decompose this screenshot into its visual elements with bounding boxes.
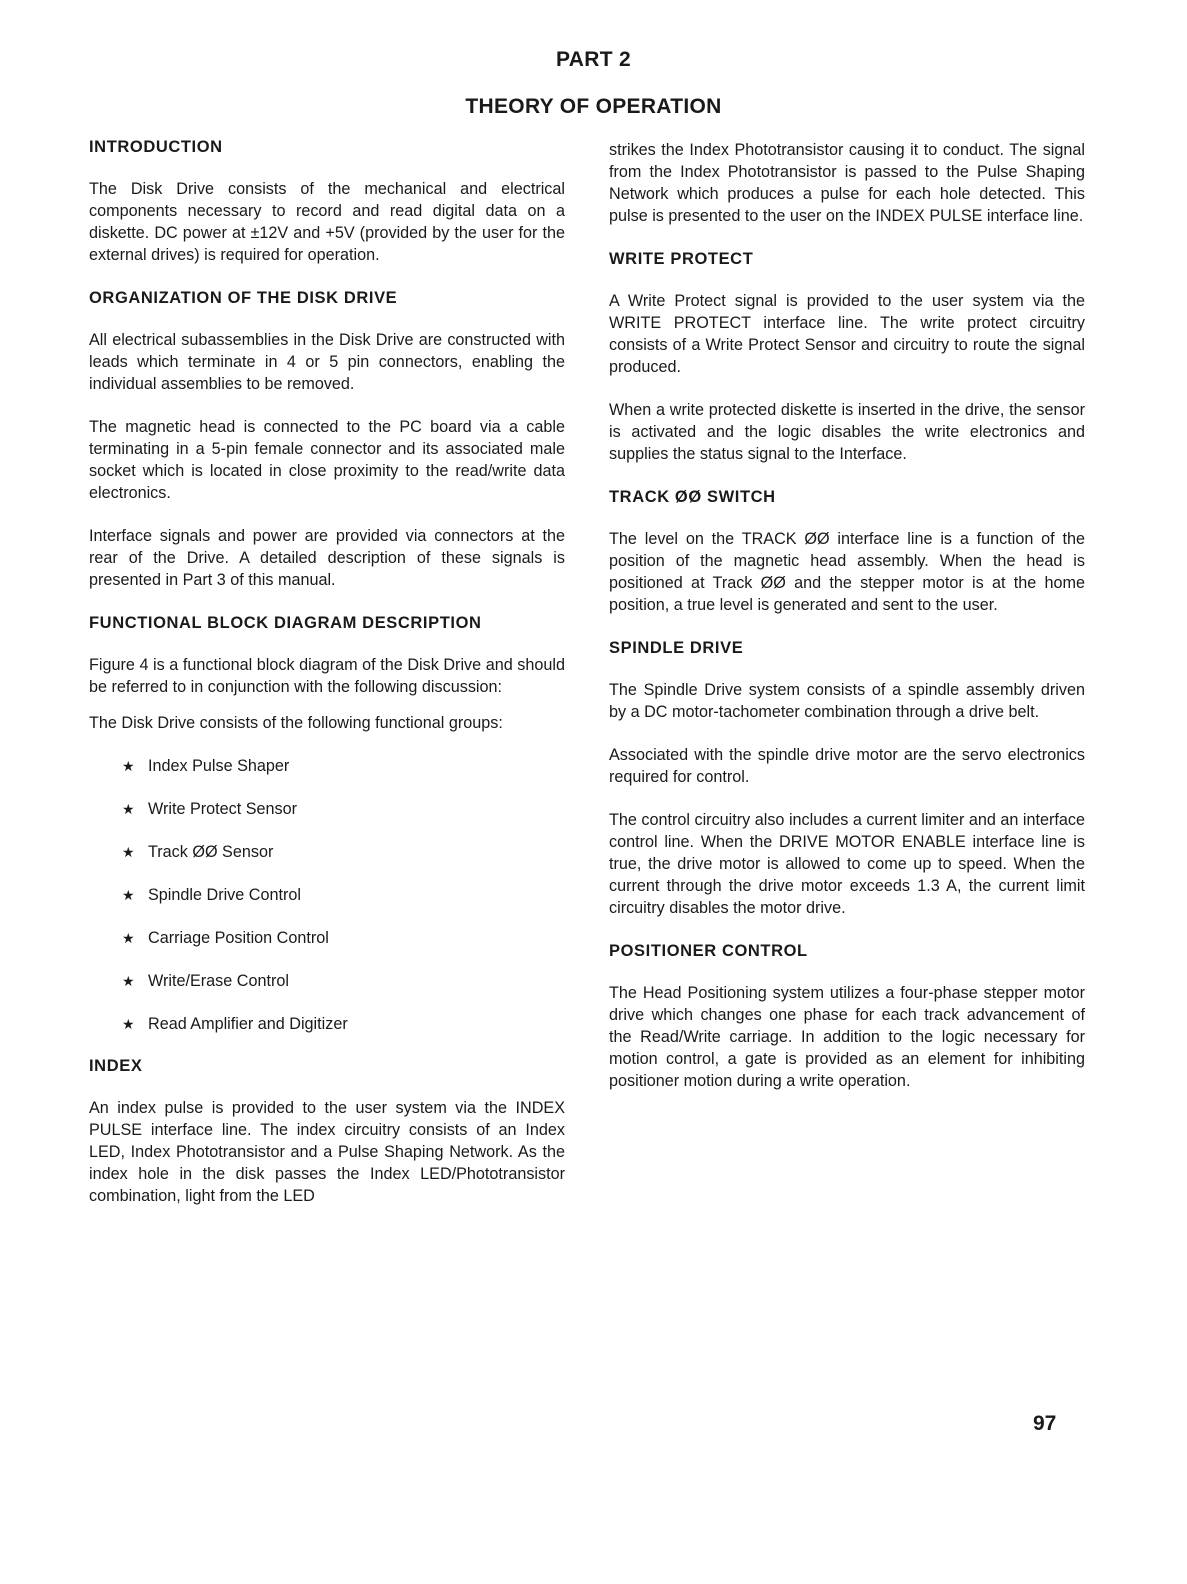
organization-heading: ORGANIZATION OF THE DISK DRIVE	[89, 289, 398, 307]
write-protect-heading: WRITE PROTECT	[609, 250, 754, 268]
organization-paragraph-1: All electrical subassemblies in the Disk Drive are constructed with leads which terminate in 4 or 5 pin connectors, enabling the individual assemblies to be removed.	[89, 331, 565, 393]
list-item: ★ Read Amplifier and Digitizer	[122, 1015, 348, 1033]
block-diagram-paragraph-2: The Disk Drive consists of the following functional groups:	[89, 714, 503, 732]
introduction-paragraph: The Disk Drive consists of the mechanical and electrical components necessary to record and read digital data on a diskette. DC power at ±12V and +5V (provided by the user for the external drives) is required for operation.	[89, 180, 565, 264]
star-icon: ★	[122, 758, 135, 774]
list-item: ★ Track ØØ Sensor	[122, 843, 274, 861]
index-paragraph: An index pulse is provided to the user system via the INDEX PULSE interface line. The index circuitry consists of an Index LED, Index Phototransistor and a Pulse Shaping Network. As the index hole in the disk passes the Index LED/Phototransistor combination, light from the LED	[89, 1099, 565, 1205]
organization-paragraph-3: Interface signals and power are provided via connectors at the rear of the Drive. A detailed description of these signals is presented in Part 3 of this manual.	[89, 527, 565, 589]
positioner-control-paragraph: The Head Positioning system utilizes a four-phase stepper motor drive which changes one phase for each track advancement of the Read/Write carriage. In addition to the logic necessary for motion control, a gate is provided as an element for inhibiting positioner motion during a write operation.	[609, 984, 1085, 1090]
introduction-heading: INTRODUCTION	[89, 138, 223, 156]
functional-groups-list	[89, 755, 565, 1034]
star-icon: ★	[122, 1016, 135, 1032]
list-item: ★ Index Pulse Shaper	[122, 757, 290, 775]
list-item: ★ Write Protect Sensor	[122, 800, 298, 818]
write-protect-paragraph-1: A Write Protect signal is provided to the user system via the WRITE PROTECT interface line. The write protect circuitry consists of a Write Protect Sensor and circuitry to route the signal produced.	[609, 292, 1085, 376]
star-icon: ★	[122, 844, 135, 860]
block-diagram-paragraph-1: Figure 4 is a functional block diagram of the Disk Drive and should be referred to in conjunction with the following discussion:	[89, 656, 565, 696]
track-switch-paragraph: The level on the TRACK ØØ interface line is a function of the position of the magnetic head assembly. When the head is positioned at Track ØØ and the stepper motor is at the home position, a true level is generated and sent to the user.	[609, 530, 1085, 614]
spindle-drive-paragraph-2: Associated with the spindle drive motor are the servo electronics required for control.	[609, 746, 1085, 786]
star-icon: ★	[122, 930, 135, 946]
index-paragraph-continued: strikes the Index Phototransistor causing it to conduct. The signal from the Index Phototransistor is passed to the Pulse Shaping Network which produces a pulse for each hole detected. This pulse is presented to the user on the INDEX PULSE interface line.	[609, 141, 1085, 225]
list-item: ★ Carriage Position Control	[122, 929, 329, 947]
star-icon: ★	[122, 973, 135, 989]
block-diagram-heading: FUNCTIONAL BLOCK DIAGRAM DESCRIPTION	[89, 614, 482, 632]
page-title: THEORY OF OPERATION	[465, 95, 722, 118]
positioner-control-heading: POSITIONER CONTROL	[609, 942, 808, 960]
part-heading: PART 2	[556, 48, 631, 71]
right-column	[609, 139, 1085, 1113]
organization-paragraph-2: The magnetic head is connected to the PC board via a cable terminating in a 5-pin female connector and its associated male socket which is located in close proximity to the read/write data electronics.	[89, 418, 565, 502]
star-icon: ★	[122, 801, 135, 817]
track-switch-heading: TRACK ØØ SWITCH	[609, 488, 776, 506]
list-item: ★ Write/Erase Control	[122, 972, 289, 990]
spindle-drive-paragraph-1: The Spindle Drive system consists of a spindle assembly driven by a DC motor-tachometer combination through a drive belt.	[609, 681, 1085, 721]
spindle-drive-paragraph-3: The control circuitry also includes a current limiter and an interface control line. When the DRIVE MOTOR ENABLE interface line is true, the drive motor is allowed to come up to speed. When the current through the drive motor exceeds 1.3 A, the current limit circuitry disables the motor drive.	[609, 811, 1085, 917]
spindle-drive-heading: SPINDLE DRIVE	[609, 639, 744, 657]
left-column	[89, 136, 565, 1228]
list-item: ★ Spindle Drive Control	[122, 886, 301, 904]
page-number: 97	[1033, 1412, 1057, 1435]
index-heading: INDEX	[89, 1057, 143, 1075]
star-icon: ★	[122, 887, 135, 903]
write-protect-paragraph-2: When a write protected diskette is inserted in the drive, the sensor is activated and the logic disables the write electronics and supplies the status signal to the Interface.	[609, 401, 1085, 463]
